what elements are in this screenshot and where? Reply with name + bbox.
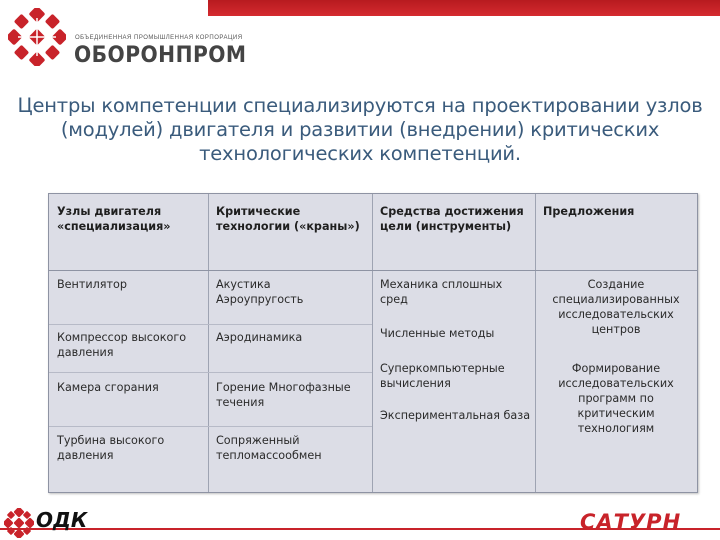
node-cell: Вентилятор xyxy=(57,278,128,291)
node-cell: Камера сгорания xyxy=(57,381,159,394)
odk-logo xyxy=(4,506,88,540)
header-tools: Средства достижения цели (инструменты) xyxy=(380,205,524,233)
tool-cell: Механика сплошных сред xyxy=(380,278,503,306)
technology-cell: Аэродинамика xyxy=(216,331,303,344)
node-cell: Компрессор высокого давления xyxy=(57,331,187,359)
header-nodes: Узлы двигателя «специализация» xyxy=(57,205,171,233)
technology-cell: Акустика Аэроупругость xyxy=(216,278,304,306)
saturn-logo: САТУРН xyxy=(580,510,682,534)
tool-cell: Суперкомпьютерные вычисления xyxy=(380,362,505,390)
oboronprom-logo xyxy=(8,8,247,70)
technology-cell: Сопряженный тепломассообмен xyxy=(216,434,322,462)
top-red-bar xyxy=(208,0,720,16)
tool-cell: Экспериментальная база xyxy=(380,409,531,422)
odk-logo-text: ОДК xyxy=(36,508,88,532)
technology-cell: Горение Многофазные течения xyxy=(216,381,351,409)
oboronprom-emblem-icon xyxy=(8,8,66,66)
org-subtitle: ОБЪЕДИНЕННАЯ ПРОМЫШЛЕННАЯ КОРПОРАЦИЯ xyxy=(75,35,243,41)
odk-emblem-icon xyxy=(4,508,34,538)
header-proposals: Предложения xyxy=(543,205,635,218)
competence-table xyxy=(48,193,698,493)
proposal-cell: Создание специализированных исследовательских центров xyxy=(552,278,680,336)
tool-cell: Численные методы xyxy=(380,327,495,340)
node-cell: Турбина высокого давления xyxy=(57,434,165,462)
proposal-cell: Формирование исследовательских программ по критическим технологиям xyxy=(558,362,674,435)
page-heading: Центры компетенции специализируются на проектировании узлов (модулей) двигателя и развитии (внедрении) критических технологических компетенций. xyxy=(17,94,703,165)
org-name: ОБОРОНПРОМ xyxy=(74,43,247,68)
header-technologies: Критические технологии («краны») xyxy=(216,205,360,233)
